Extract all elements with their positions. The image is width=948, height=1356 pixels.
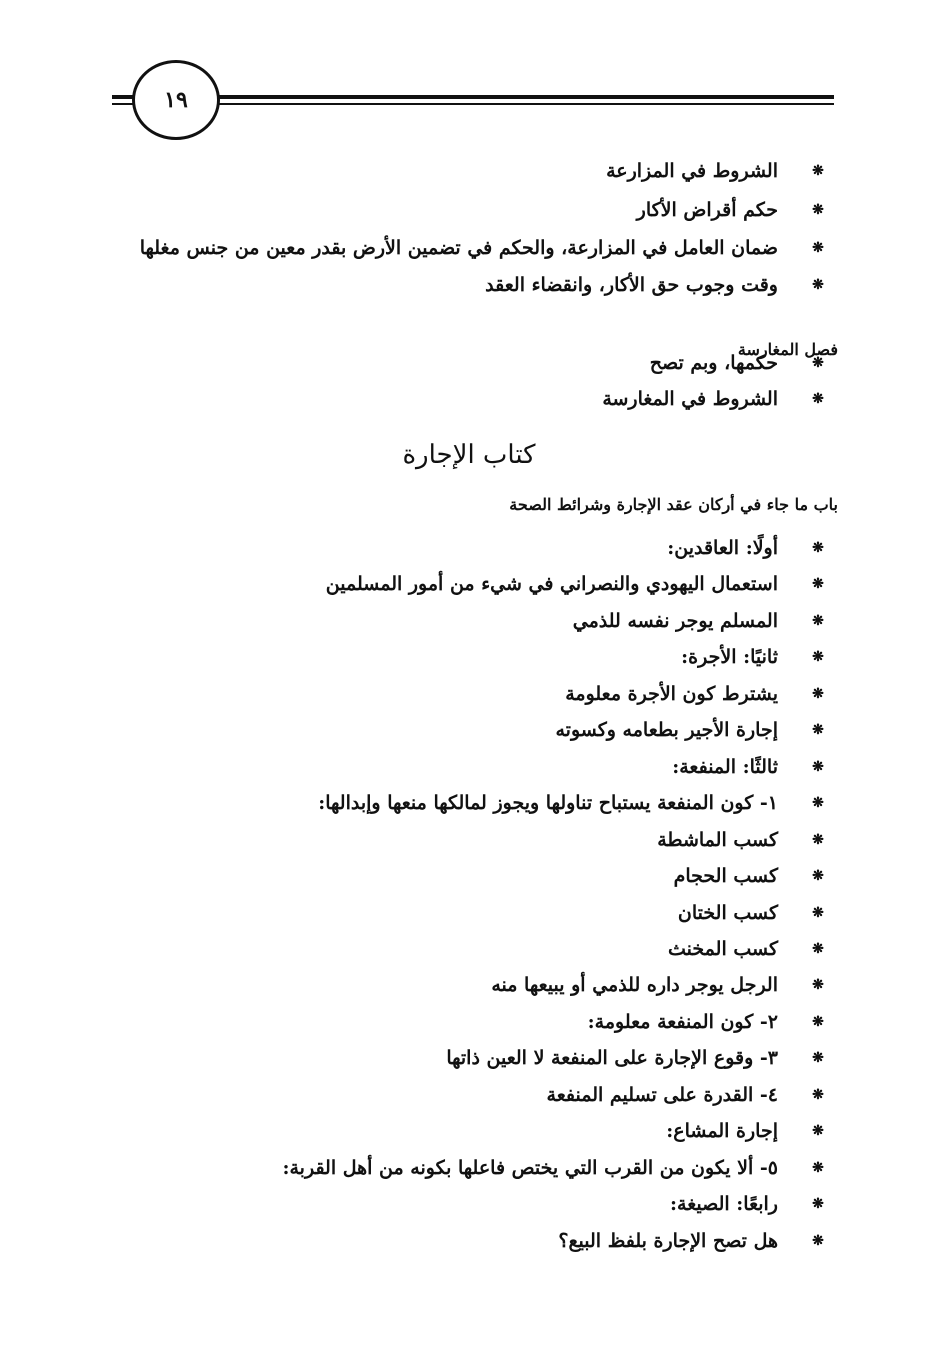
list-item: ❋ كسب الحجام (674, 863, 778, 889)
page-number-badge (132, 60, 220, 140)
list-item: ❋ إجارة الأجير بطعامه وكسوته (555, 717, 778, 743)
list-item: ❋ ضمان العامل في المزارعة، والحكم في تضمين الأرض بقدر معين من جنس مغلها (140, 235, 778, 261)
section-title: فصل المغارسة (737, 340, 838, 359)
bullet-icon: ❋ (812, 905, 824, 921)
list-item: ❋ استعمال اليهودي والنصراني في شيء من أمور المسلمين (326, 571, 778, 597)
list-item: ❋ ٤- القدرة على تسليم المنفعة (547, 1082, 778, 1108)
bullet-icon: ❋ (812, 868, 824, 884)
list-item: ❋ رابعًا: الصيغة: (670, 1191, 778, 1217)
list-item: ❋ حكمها، وبم تصح (650, 350, 778, 376)
list-item: ❋ ٢- كون المنفعة معلومة: (588, 1009, 778, 1035)
list-item: ❋ هل تصح الإجارة بلفظ البيع؟ (558, 1228, 778, 1254)
bullet-icon: ❋ (812, 759, 824, 775)
list-item: ❋ كسب الماشطة (657, 827, 778, 853)
bullet-icon: ❋ (812, 202, 824, 218)
bullet-icon: ❋ (812, 391, 824, 407)
list-item: ❋ ثالثًا: المنفعة: (672, 754, 778, 780)
page-header (0, 0, 948, 150)
list-item: ❋ كسب الختان (678, 900, 778, 926)
bullet-icon: ❋ (812, 832, 824, 848)
list-item: ❋ إجارة المشاع: (666, 1118, 778, 1144)
list-item: ❋ ٥- ألا يكون من القرب التي يختص فاعلها بكونه من أهل القربة: (282, 1155, 778, 1181)
bullet-icon: ❋ (812, 613, 824, 629)
bullet-icon: ❋ (812, 1233, 824, 1249)
bullet-icon: ❋ (812, 1160, 824, 1176)
bullet-icon: ❋ (812, 1014, 824, 1030)
bullet-icon: ❋ (812, 1050, 824, 1066)
bullet-icon: ❋ (812, 686, 824, 702)
bullet-icon: ❋ (812, 1123, 824, 1139)
bullet-icon: ❋ (812, 540, 824, 556)
bullet-icon: ❋ (812, 722, 824, 738)
list-item: ❋ ثانيًا: الأجرة: (681, 644, 778, 670)
bullet-icon: ❋ (812, 355, 824, 371)
bullet-icon: ❋ (812, 1087, 824, 1103)
list-item: ❋ أولًا: العاقدين: (667, 535, 778, 561)
header-rule-thin (112, 103, 834, 105)
list-item: ❋ وقت وجوب حق الأكار، وانقضاء العقد (485, 272, 778, 298)
section-title: باب ما جاء في أركان عقد الإجارة وشرائط الصحة (509, 495, 838, 514)
bullet-icon: ❋ (812, 649, 824, 665)
bullet-icon: ❋ (812, 795, 824, 811)
list-item: ❋ الشروط في المزارعة (606, 158, 778, 184)
list-item: ❋ كسب المخنث (668, 936, 778, 962)
list-item: ❋ يشترط كون الأجرة معلومة (565, 681, 778, 707)
bullet-icon: ❋ (812, 240, 824, 256)
bullet-icon: ❋ (812, 1196, 824, 1212)
page-number: ١٩ (164, 87, 188, 113)
bullet-icon: ❋ (812, 977, 824, 993)
bullet-icon: ❋ (812, 163, 824, 179)
list-item: ❋ حكم أقراض الأكار (637, 197, 778, 223)
bullet-icon: ❋ (812, 576, 824, 592)
list-item: ❋ الرجل يوجر داره للذمي أو يبيعها منه (491, 972, 778, 998)
bullet-icon: ❋ (812, 277, 824, 293)
list-item: ❋ المسلم يوجر نفسه للذمي (573, 608, 778, 634)
list-item: ❋ ١- كون المنفعة يستباح تناولها ويجوز لمالكها منعها وإبدالها: (318, 790, 778, 816)
book-title: كتاب الإجارة (402, 440, 536, 470)
list-item: ❋ الشروط في المغارسة (602, 386, 778, 412)
bullet-icon: ❋ (812, 941, 824, 957)
header-rule-thick (112, 95, 834, 99)
list-item: ❋ ٣- وقوع الإجارة على المنفعة لا العين ذاتها (446, 1045, 778, 1071)
